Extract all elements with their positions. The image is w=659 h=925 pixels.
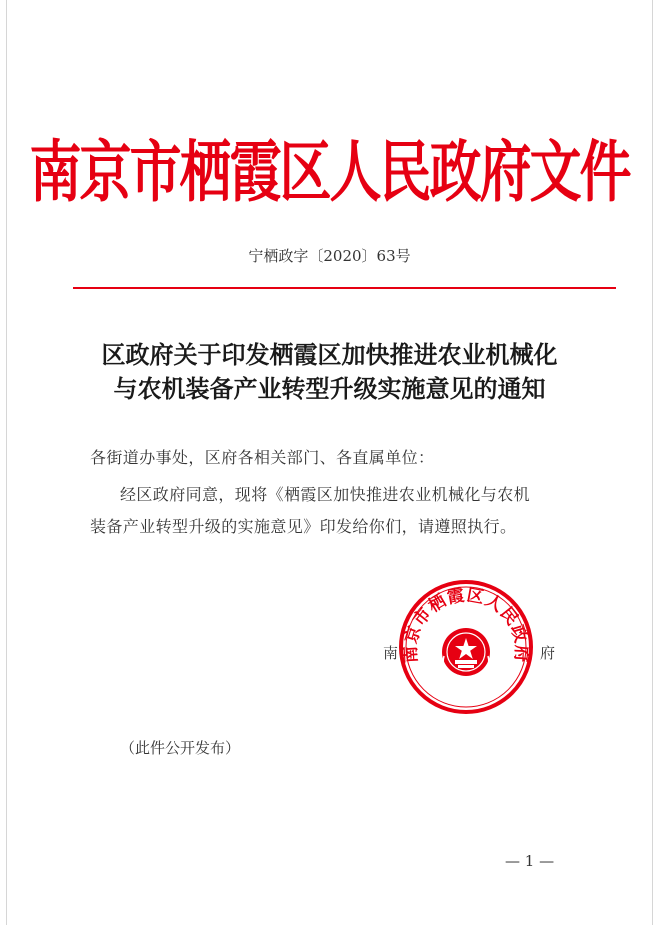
salutation: 各街道办事处，区府各相关部门、各直属单位： (90, 448, 435, 467)
document-title (0, 338, 659, 406)
masthead-title: 南京市栖霞区人民政府文件 (29, 134, 630, 212)
title-line-1: 区政府关于印发栖霞区加快推进农业机械化 (101, 340, 558, 369)
red-divider-line (73, 287, 616, 289)
seal-text: 南京市栖霞区人民政府 (400, 585, 532, 664)
official-seal (397, 578, 535, 716)
title-line-2: 与农机装备产业转型升级实施意见的通知 (113, 374, 546, 403)
body-paragraph-line-2: 装备产业转型升级的实施意见》印发给你们，请遵照执行。 (90, 517, 517, 536)
signature-left-char: 南 (383, 644, 399, 662)
national-emblem-icon (442, 628, 490, 676)
signature-right-char: 府 (540, 644, 556, 662)
page-number: — 1 — (505, 852, 555, 870)
body-paragraph-line-1: 经区政府同意，现将《栖霞区加快推进农业机械化与农机 (120, 485, 531, 504)
document-number: 宁栖政字〔2020〕63号 (248, 247, 411, 265)
public-release-note: （此件公开发布） (120, 739, 241, 757)
